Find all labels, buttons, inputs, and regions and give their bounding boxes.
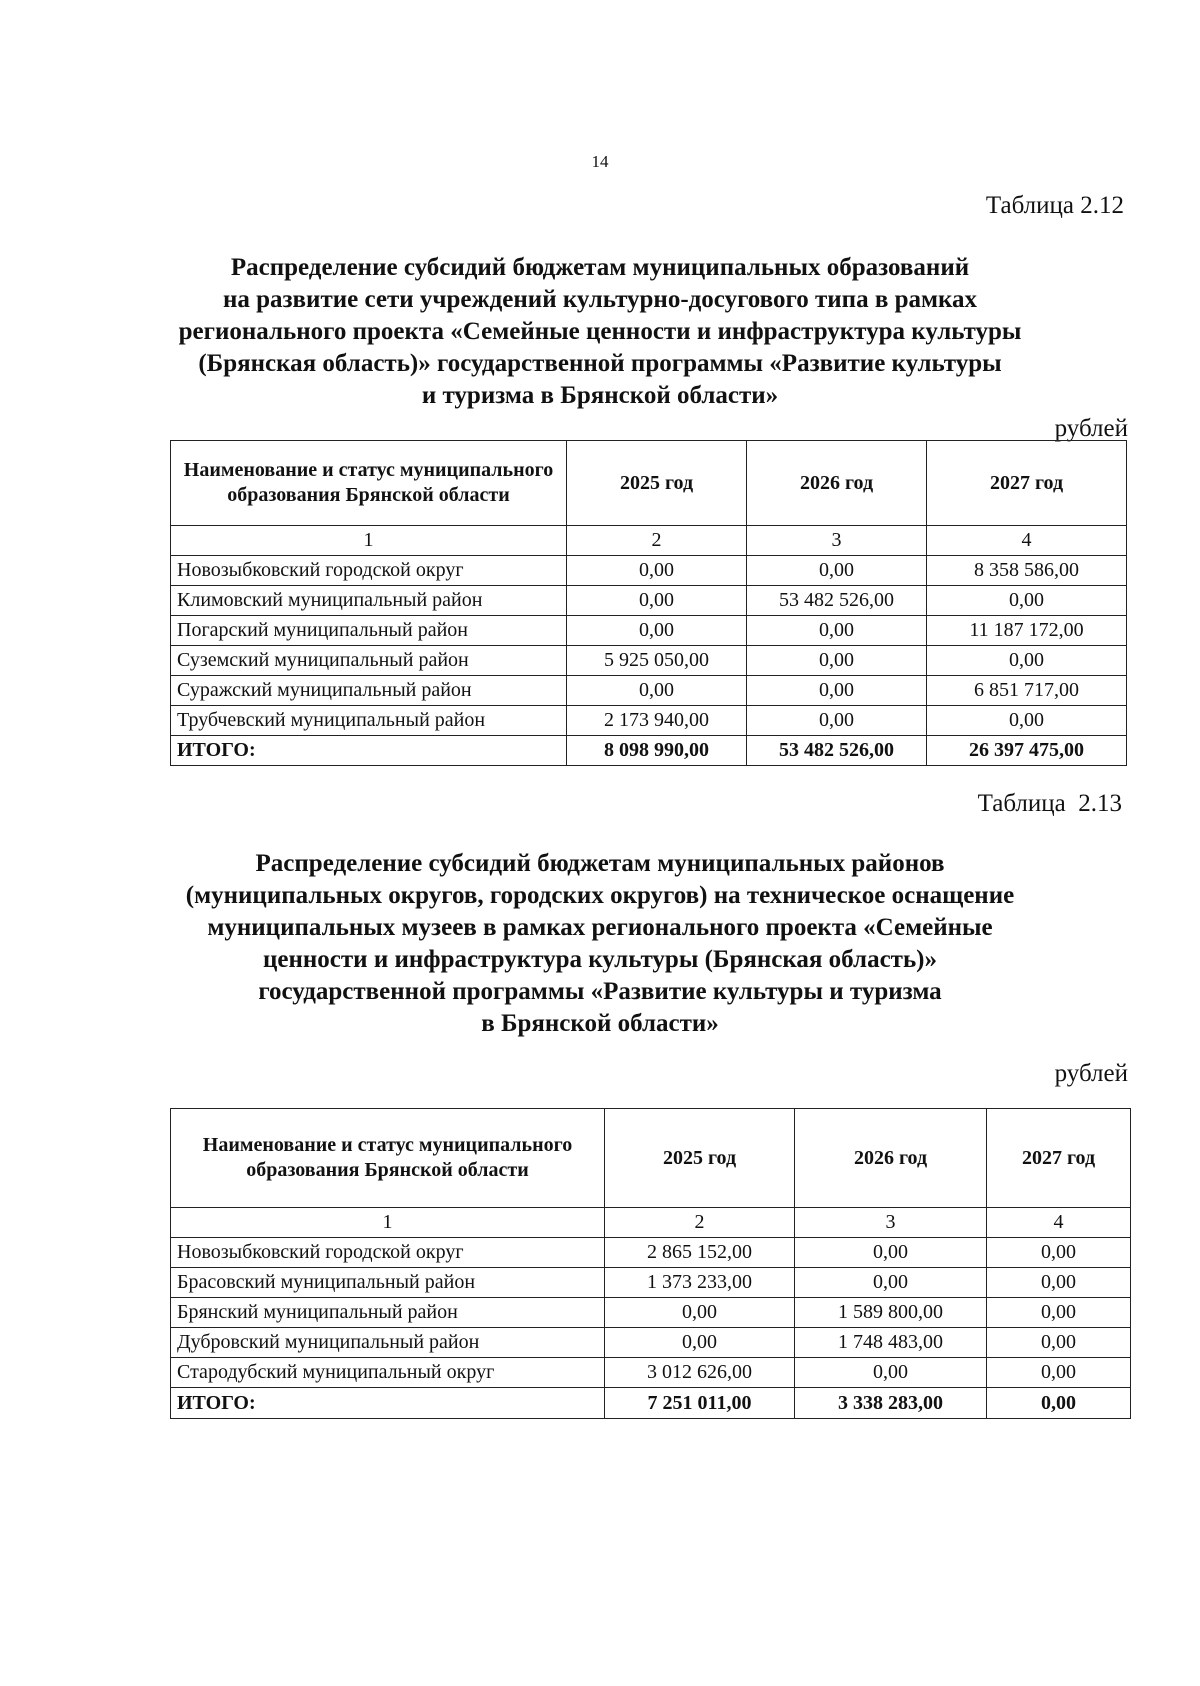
- header-row: [171, 441, 1127, 526]
- row-name: Новозыбковский городской округ: [171, 1238, 605, 1268]
- total-label: ИТОГО:: [171, 1388, 605, 1419]
- title-line: Распределение субсидий бюджетам муниципальных образований: [230, 254, 970, 281]
- title-line: на развитие сети учреждений культурно-досугового типа в рамках: [222, 286, 978, 313]
- header-2025: 2025 год: [605, 1109, 795, 1208]
- row-name: Погарский муниципальный район: [171, 616, 567, 646]
- total-2027: 0,00: [987, 1388, 1131, 1419]
- table-2-13-units: рублей: [1054, 1060, 1128, 1087]
- column-number: 3: [795, 1208, 987, 1238]
- row-2025: 5 925 050,00: [567, 646, 747, 676]
- row-name: Дубровский муниципальный район: [171, 1328, 605, 1358]
- row-2025: 2 865 152,00: [605, 1238, 795, 1268]
- title-line: (муниципальных округов, городских округов) на техническое оснащение: [185, 882, 1015, 909]
- header-2027: 2027 год: [927, 441, 1127, 526]
- table-2-13-label: Таблица 2.13: [977, 790, 1122, 817]
- row-name: Стародубский муниципальный округ: [171, 1358, 605, 1388]
- table-2-13: [170, 1108, 1131, 1419]
- table-row: [171, 1268, 1131, 1298]
- row-2027: 0,00: [987, 1268, 1131, 1298]
- column-number: 1: [171, 526, 567, 556]
- row-2027: 0,00: [987, 1328, 1131, 1358]
- row-2027: 0,00: [987, 1298, 1131, 1328]
- header-2027: 2027 год: [987, 1109, 1131, 1208]
- table-2-12-label: Таблица 2.12: [985, 192, 1124, 219]
- column-number: 4: [987, 1208, 1131, 1238]
- table-2-12-title: [150, 252, 1050, 412]
- row-2027: 0,00: [927, 706, 1127, 736]
- row-2027: 6 851 717,00: [927, 676, 1127, 706]
- row-2025: 0,00: [605, 1298, 795, 1328]
- row-2027: 0,00: [987, 1238, 1131, 1268]
- row-name: Суражский муниципальный район: [171, 676, 567, 706]
- row-2025: 0,00: [567, 676, 747, 706]
- row-name: Новозыбковский городской округ: [171, 556, 567, 586]
- total-2026: 53 482 526,00: [747, 736, 927, 766]
- row-2026: 53 482 526,00: [747, 586, 927, 616]
- column-number: 4: [927, 526, 1127, 556]
- column-numbers-row: [171, 1208, 1131, 1238]
- row-2027: 0,00: [927, 586, 1127, 616]
- page-number: 14: [591, 152, 609, 171]
- total-2025: 7 251 011,00: [605, 1388, 795, 1419]
- total-2027: 26 397 475,00: [927, 736, 1127, 766]
- title-line: государственной программы «Развитие культуры и туризма: [258, 978, 942, 1005]
- row-name: Брянский муниципальный район: [171, 1298, 605, 1328]
- row-2026: 0,00: [747, 616, 927, 646]
- row-2025: 0,00: [605, 1328, 795, 1358]
- total-label: ИТОГО:: [171, 736, 567, 766]
- table-2-13-title: [150, 848, 1050, 1040]
- row-2026: 0,00: [795, 1238, 987, 1268]
- header-name: Наименование и статус муниципального образования Брянской области: [171, 1109, 605, 1208]
- header-row: [171, 1109, 1131, 1208]
- row-name: Климовский муниципальный район: [171, 586, 567, 616]
- column-number: 1: [171, 1208, 605, 1238]
- row-2025: 0,00: [567, 556, 747, 586]
- title-line: регионального проекта «Семейные ценности и инфраструктура культуры: [178, 318, 1022, 345]
- table-row: [171, 556, 1127, 586]
- title-line: (Брянская область)» государственной программы «Развитие культуры: [198, 350, 1002, 377]
- table-2-12-units: рублей: [1054, 415, 1128, 442]
- row-2027: 0,00: [987, 1358, 1131, 1388]
- title-line: в Брянской области»: [481, 1010, 719, 1037]
- column-number: 3: [747, 526, 927, 556]
- row-2025: 3 012 626,00: [605, 1358, 795, 1388]
- title-line: Распределение субсидий бюджетам муниципальных районов: [255, 850, 945, 877]
- total-row: [171, 1388, 1131, 1419]
- row-name: Брасовский муниципальный район: [171, 1268, 605, 1298]
- header-2026: 2026 год: [795, 1109, 987, 1208]
- table-row: [171, 1238, 1131, 1268]
- table-row: [171, 706, 1127, 736]
- row-2026: 0,00: [747, 676, 927, 706]
- row-2026: 0,00: [795, 1358, 987, 1388]
- table-row: [171, 1298, 1131, 1328]
- row-2026: 0,00: [747, 556, 927, 586]
- table-row: [171, 1358, 1131, 1388]
- row-2025: 0,00: [567, 586, 747, 616]
- row-name: Трубчевский муниципальный район: [171, 706, 567, 736]
- row-2025: 1 373 233,00: [605, 1268, 795, 1298]
- row-2027: 0,00: [927, 646, 1127, 676]
- header-2025: 2025 год: [567, 441, 747, 526]
- title-line: ценности и инфраструктура культуры (Брянская область)»: [262, 946, 938, 973]
- column-numbers-row: [171, 526, 1127, 556]
- column-number: 2: [605, 1208, 795, 1238]
- total-row: [171, 736, 1127, 766]
- header-2026: 2026 год: [747, 441, 927, 526]
- row-2026: 1 589 800,00: [795, 1298, 987, 1328]
- table-row: [171, 616, 1127, 646]
- row-2025: 0,00: [567, 616, 747, 646]
- table-row: [171, 1328, 1131, 1358]
- row-2026: 0,00: [747, 646, 927, 676]
- table-row: [171, 676, 1127, 706]
- header-name: Наименование и статус муниципального образования Брянской области: [171, 441, 567, 526]
- row-2026: 0,00: [795, 1268, 987, 1298]
- column-number: 2: [567, 526, 747, 556]
- table-row: [171, 646, 1127, 676]
- table-row: [171, 586, 1127, 616]
- title-line: муниципальных музеев в рамках регионального проекта «Семейные: [207, 914, 993, 941]
- row-name: Суземский муниципальный район: [171, 646, 567, 676]
- title-line: и туризма в Брянской области»: [421, 382, 779, 409]
- row-2027: 11 187 172,00: [927, 616, 1127, 646]
- row-2026: 1 748 483,00: [795, 1328, 987, 1358]
- table-2-12: [170, 440, 1127, 766]
- row-2027: 8 358 586,00: [927, 556, 1127, 586]
- total-2025: 8 098 990,00: [567, 736, 747, 766]
- row-2025: 2 173 940,00: [567, 706, 747, 736]
- row-2026: 0,00: [747, 706, 927, 736]
- total-2026: 3 338 283,00: [795, 1388, 987, 1419]
